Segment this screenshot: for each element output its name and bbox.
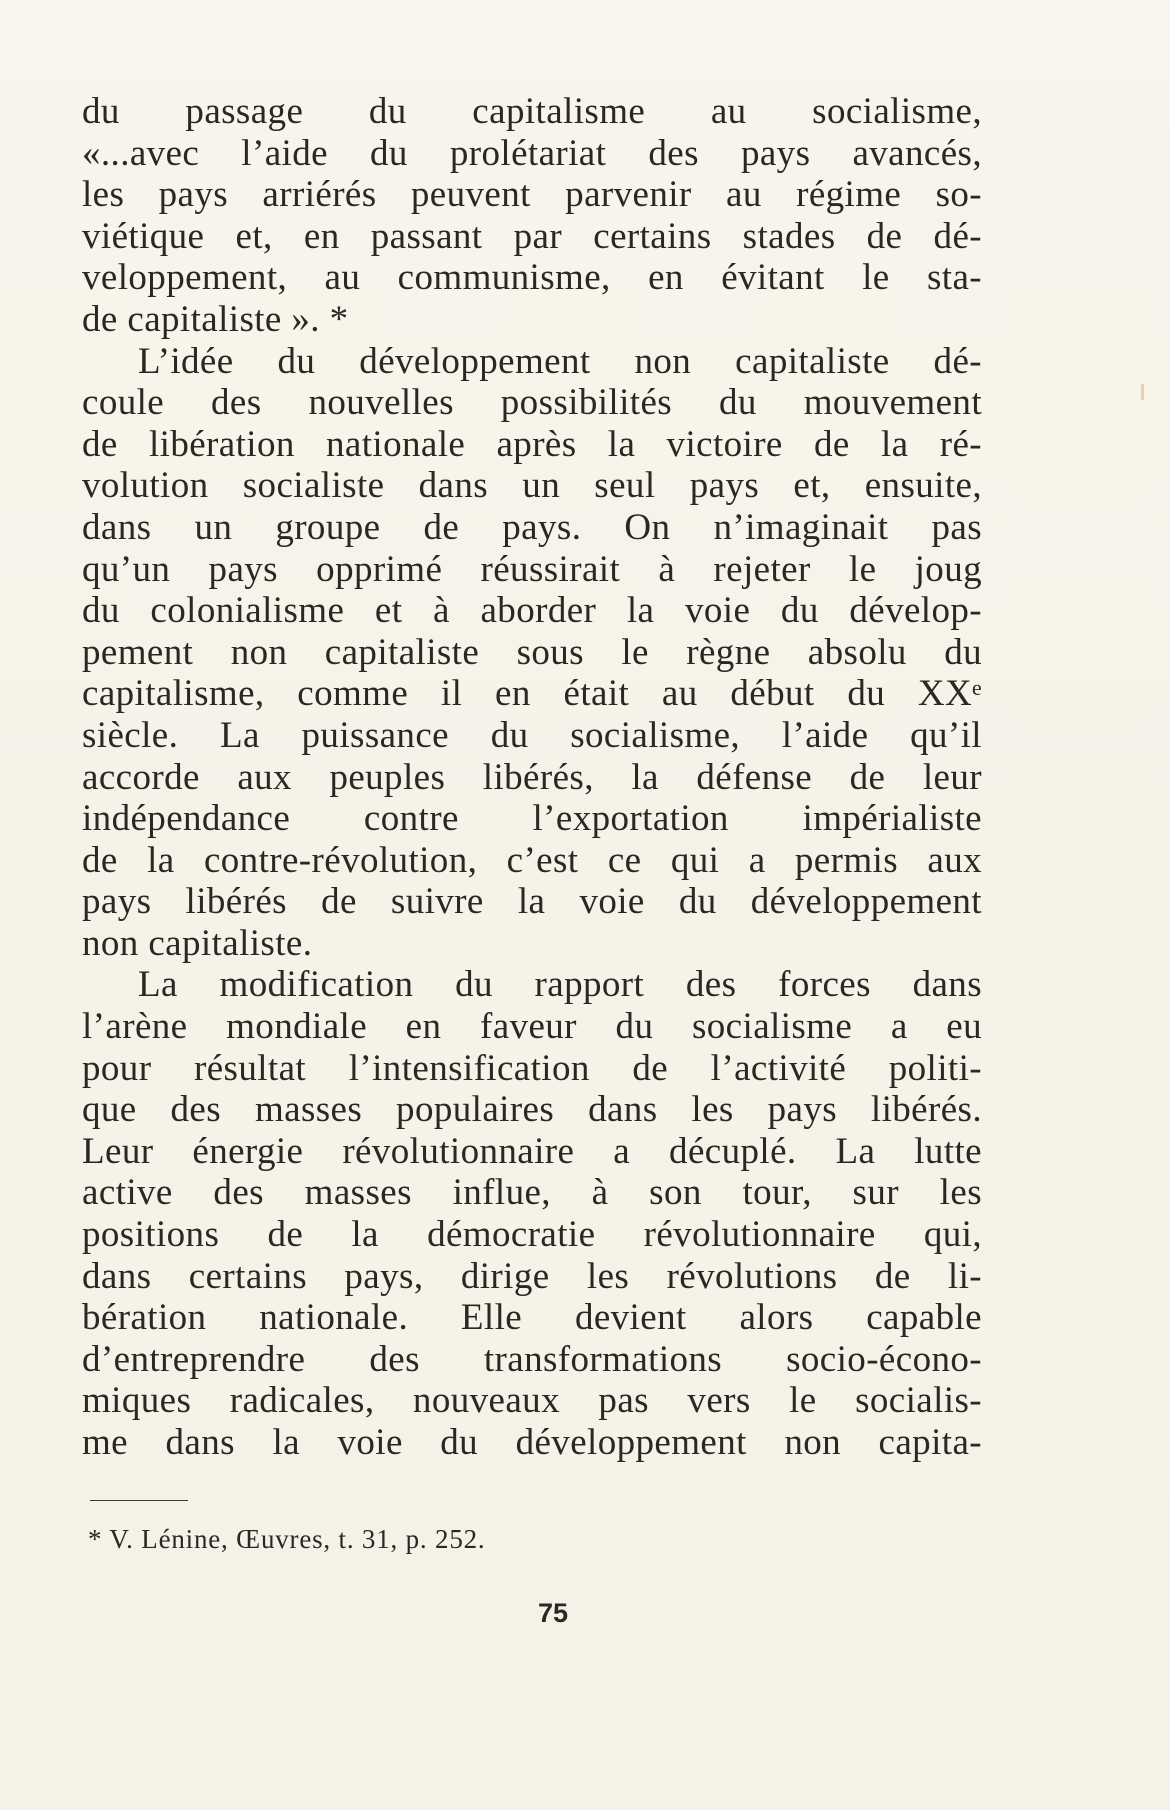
text-line: du colonialisme et à aborder la voie du dévelop- bbox=[82, 590, 982, 632]
text-line: me dans la voie du développement non capita- bbox=[82, 1422, 982, 1463]
text-line: de libération nationale après la victoire de la ré- bbox=[82, 423, 982, 465]
text-line: bération nationale. Elle devient alors capable bbox=[82, 1297, 982, 1339]
text-line: pays libérés de suivre la voie du développement bbox=[82, 881, 982, 923]
text-line: indépendance contre l’exportation impérialiste bbox=[82, 798, 982, 840]
text-line: Leur énergie révolutionnaire a décuplé. La lutte bbox=[82, 1130, 982, 1172]
text-line: active des masses influe, à son tour, sur les bbox=[82, 1172, 982, 1214]
text-line: veloppement, au communisme, en évitant le sta- bbox=[82, 257, 982, 299]
text-line: de la contre-révolution, c’est ce qui a permis aux bbox=[82, 839, 982, 881]
text-line: d’entreprendre des transformations socio-écono- bbox=[82, 1338, 982, 1380]
footnote: * V. Lénine, Œuvres, t. 31, p. 252. bbox=[88, 1524, 486, 1554]
text-line: volution socialiste dans un seul pays et, ensuite, bbox=[82, 465, 982, 507]
text-line: qu’un pays opprimé réussirait à rejeter le joug bbox=[82, 548, 982, 590]
text-line: L’idée du développement non capitaliste dé- bbox=[138, 340, 982, 382]
text-line: dans un groupe de pays. On n’imaginait pas bbox=[82, 506, 982, 548]
text-line: «...avec l’aide du prolétariat des pays avancés, bbox=[82, 132, 982, 174]
text-line: accorde aux peuples libérés, la défense de leur bbox=[82, 756, 982, 798]
text-line: coule des nouvelles possibilités du mouvement bbox=[82, 382, 982, 424]
text-line: La modification du rapport des forces dans bbox=[138, 964, 982, 1006]
text-line: l’arène mondiale en faveur du socialisme a eu bbox=[82, 1006, 982, 1048]
footnote-divider bbox=[90, 1500, 188, 1501]
text-line: non capitaliste. bbox=[82, 922, 313, 964]
page-number: 75 bbox=[537, 1598, 569, 1628]
paragraph-3 bbox=[82, 964, 982, 1463]
text-line: de capitaliste ». * bbox=[82, 298, 349, 340]
text-line: dans certains pays, dirige les révolutions de li- bbox=[82, 1255, 982, 1297]
text-line: du passage du capitalisme au socialisme, bbox=[82, 91, 982, 132]
text-line: pement non capitaliste sous le règne absolu du bbox=[82, 631, 982, 673]
paragraph-2 bbox=[82, 341, 982, 965]
paragraph-1 bbox=[82, 91, 982, 341]
paper-mark bbox=[1141, 384, 1144, 400]
text-line: miques radicales, nouveaux pas vers le socialis- bbox=[82, 1380, 982, 1422]
text-line: pour résultat l’intensification de l’activité politi- bbox=[82, 1047, 982, 1089]
text-line: siècle. La puissance du socialisme, l’aide qu’il bbox=[82, 714, 982, 756]
text-line: viétique et, en passant par certains stades de dé- bbox=[82, 215, 982, 257]
body-text bbox=[82, 91, 982, 1464]
text-line: les pays arriérés peuvent parvenir au régime so- bbox=[82, 174, 982, 216]
text-line: positions de la démocratie révolutionnaire qui, bbox=[82, 1214, 982, 1256]
text-line: que des masses populaires dans les pays libérés. bbox=[82, 1089, 982, 1131]
text-line: capitalisme, comme il en était au début du XXᵉ bbox=[82, 673, 982, 715]
